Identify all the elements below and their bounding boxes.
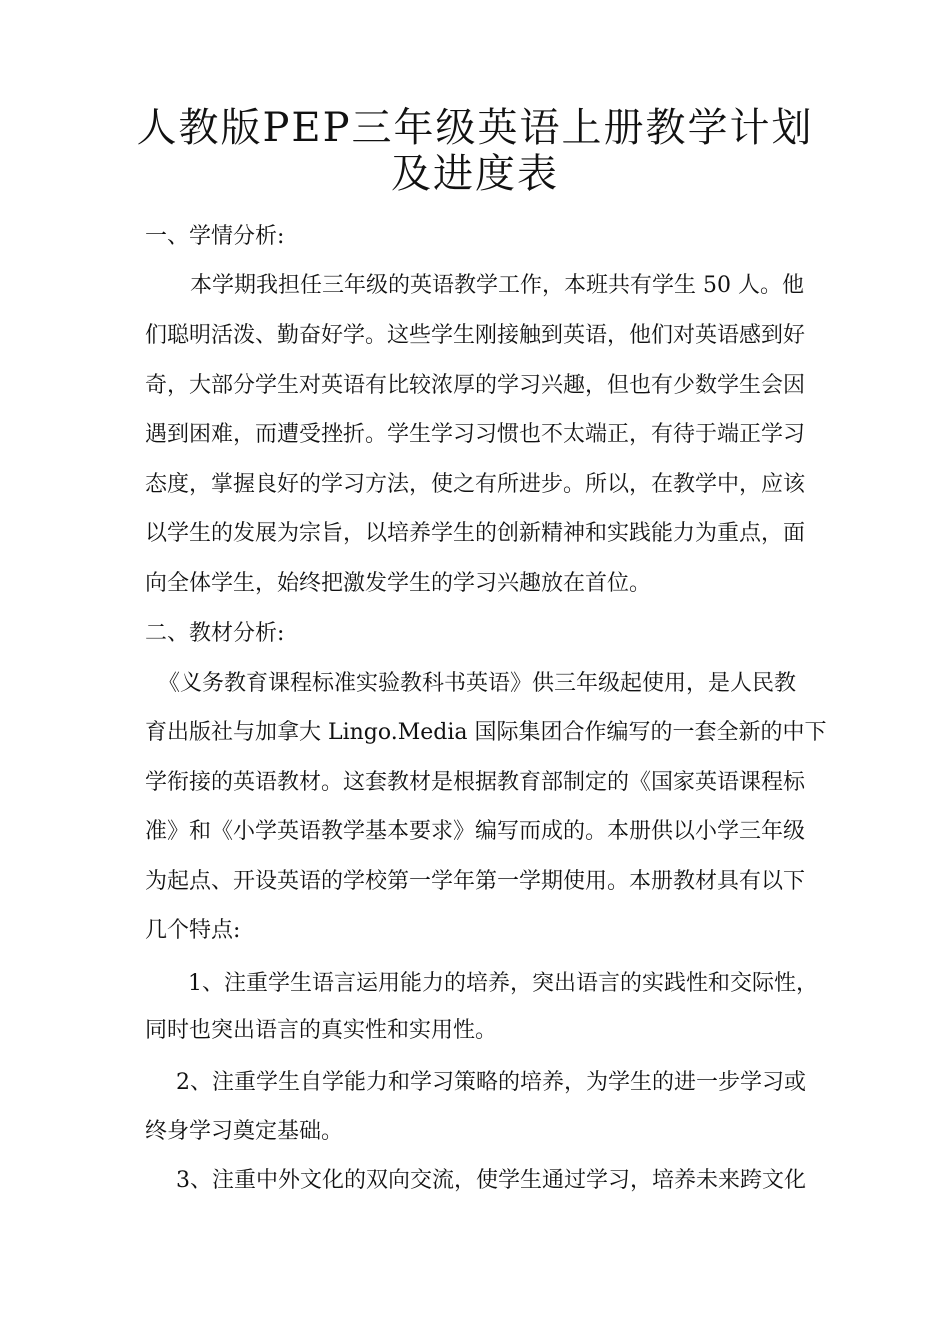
section-2-line-3: 学衔接的英语教材。这套教材是根据教育部制定的《国家英语课程标 bbox=[145, 770, 806, 795]
section-2-line-2: 育出版社与加拿大 Lingo.Media 国际集团合作编写的一套全新的中下 bbox=[145, 720, 827, 745]
point-2-line-2: 终身学习奠定基础。 bbox=[145, 1119, 344, 1144]
section-1-line-3: 奇，大部分学生对英语有比较浓厚的学习兴趣，但也有少数学生会因 bbox=[145, 373, 806, 398]
point-1-line-2: 同时也突出语言的真实性和实用性。 bbox=[145, 1018, 498, 1043]
section-2-line-1: 《义务教育课程标准实验教科书英语》供三年级起使用，是人民教 bbox=[158, 671, 797, 696]
point-1-line-1: 1、注重学生语言运用能力的培养，突出语言的实践性和交际性， bbox=[188, 971, 818, 996]
point-3-line-1: 3、注重中外文化的双向交流，使学生通过学习，培养未来跨文化 bbox=[176, 1168, 806, 1193]
section-2-heading: 二、教材分析: bbox=[145, 621, 285, 646]
section-2-line-5: 为起点、开设英语的学校第一学年第一学期使用。本册教材具有以下 bbox=[145, 869, 806, 894]
section-1-line-2: 们聪明活泼、勤奋好学。这些学生刚接触到英语，他们对英语感到好 bbox=[145, 323, 806, 348]
document-title-line-1: 人教版PEP三年级英语上册教学计划 bbox=[136, 105, 814, 151]
section-1-line-1: 本学期我担任三年级的英语教学工作，本班共有学生 50 人。他 bbox=[190, 273, 804, 298]
section-2-line-4: 准》和《小学英语教学基本要求》编写而成的。本册供以小学三年级 bbox=[145, 819, 806, 844]
section-2-line-6: 几个特点: bbox=[145, 918, 241, 943]
section-1-line-4: 遇到困难，而遭受挫折。学生学习习惯也不太端正，有待于端正学习 bbox=[145, 422, 806, 447]
point-2-line-1: 2、注重学生自学能力和学习策略的培养，为学生的进一步学习或 bbox=[176, 1070, 806, 1095]
section-1-line-5: 态度，掌握良好的学习方法，使之有所进步。所以，在教学中，应该 bbox=[145, 472, 806, 497]
section-1-line-7: 向全体学生，始终把激发学生的学习兴趣放在首位。 bbox=[145, 571, 652, 596]
section-1-line-6: 以学生的发展为宗旨，以培养学生的创新精神和实践能力为重点，面 bbox=[145, 521, 806, 546]
document-title-line-2: 及进度表 bbox=[391, 151, 559, 197]
section-1-heading: 一、学情分析: bbox=[145, 224, 285, 249]
